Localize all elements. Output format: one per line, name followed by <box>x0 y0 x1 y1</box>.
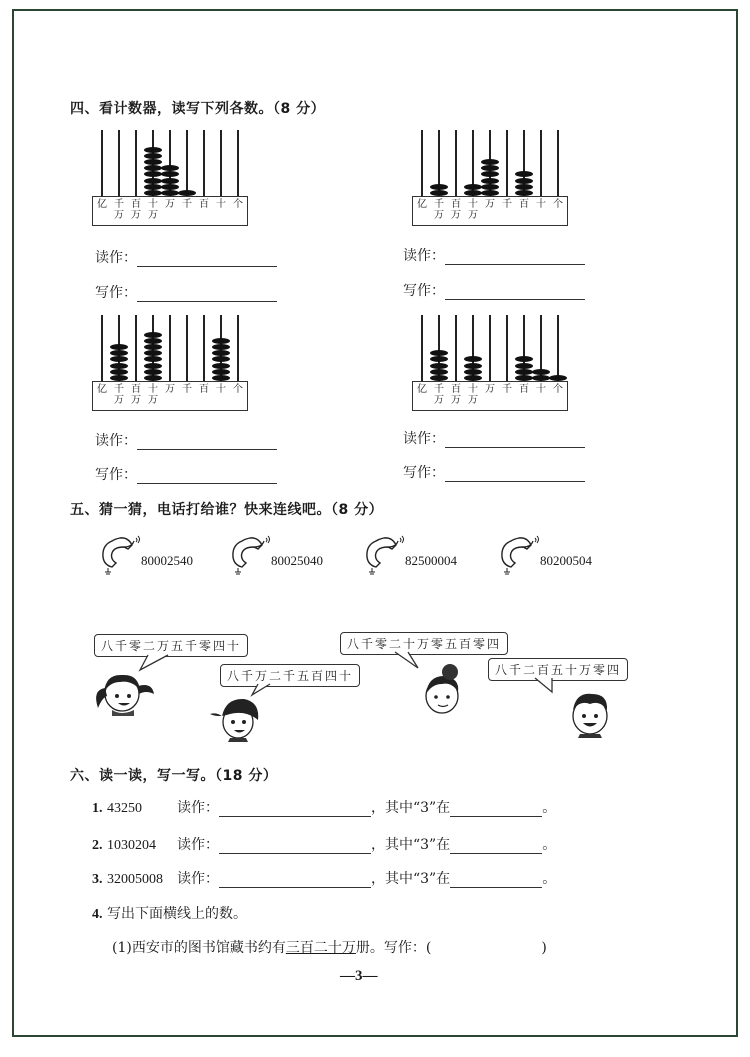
sub-question-text: (1)西安市的图书馆藏书约有 <box>112 940 286 956</box>
question-index: 1. <box>92 801 103 816</box>
position-blank[interactable] <box>450 801 542 817</box>
place-label: 万 <box>165 384 175 395</box>
position-label: ，其中“3”在 <box>370 871 451 887</box>
speech-bubble-3[interactable]: 八千零二十万零五百零四 <box>340 632 508 655</box>
read-label: 读作： <box>176 871 219 887</box>
question-text: 写出下面横线上的数。 <box>106 906 247 922</box>
read-blank[interactable] <box>219 801 371 817</box>
bubble-tail-3 <box>395 652 418 668</box>
phone-number: 82500004 <box>405 553 457 568</box>
read-label: 读作： <box>176 837 219 853</box>
place-label: 千 万 <box>114 199 124 221</box>
place-label: 十 <box>536 199 546 210</box>
write-label: 写作： <box>403 283 445 299</box>
place-label: 个 <box>553 199 563 210</box>
question-number: 32005008 <box>106 872 163 887</box>
place-label: 十 <box>536 384 546 395</box>
place-label: 千 万 <box>434 384 444 406</box>
place-label: 个 <box>553 384 563 395</box>
position-label: ，其中“3”在 <box>370 800 451 816</box>
phone-number: 80002540 <box>141 553 193 568</box>
place-label: 千 万 <box>434 199 444 221</box>
place-label: 十 <box>216 199 226 210</box>
read-label: 读作： <box>403 248 445 264</box>
girl-bun-icon <box>426 664 458 713</box>
question-4 <box>92 903 247 923</box>
place-label: 十 万 <box>148 384 158 406</box>
place-label: 万 <box>485 199 495 210</box>
write-label: 册。写作：( <box>355 940 432 956</box>
read-blank[interactable] <box>219 838 371 854</box>
place-label: 亿 <box>97 199 107 210</box>
place-label: 十 万 <box>468 199 478 221</box>
position-blank[interactable] <box>450 872 542 888</box>
place-label: 百 万 <box>131 384 141 406</box>
place-label: 亿 <box>417 384 427 395</box>
section4-title: 四、看计数器，读写下列各数。（8 分） <box>70 101 326 117</box>
place-label: 千 <box>502 199 512 210</box>
speech-bubble-4[interactable]: 八千二百五十万零四 <box>488 658 628 681</box>
place-label: 个 <box>233 199 243 210</box>
bubble-tails <box>140 652 552 695</box>
speech-bubble-1[interactable]: 八千零二万五千零四十 <box>94 634 248 657</box>
place-label: 百 <box>519 199 529 210</box>
position-blank[interactable] <box>450 838 542 854</box>
place-label: 百 万 <box>451 384 461 406</box>
bubble-tail-2 <box>252 684 270 695</box>
place-label: 亿 <box>97 384 107 395</box>
place-label: 百 万 <box>451 199 461 221</box>
boy-cap-icon <box>210 699 258 742</box>
place-label: 千 <box>502 384 512 395</box>
place-label: 千 <box>182 199 192 210</box>
speech-bubble-2[interactable]: 八千万二千五百四十 <box>220 664 360 687</box>
place-label: 百 <box>199 384 209 395</box>
position-label: ，其中“3”在 <box>370 837 451 853</box>
question-number: 43250 <box>106 801 142 816</box>
write-label: 写作： <box>95 285 137 301</box>
section5-title: 五、猜一猜，电话打给谁？快来连线吧。（8 分） <box>70 502 384 518</box>
read-blank[interactable] <box>219 872 371 888</box>
page-number: —3— <box>340 968 378 984</box>
place-label: 百 <box>199 199 209 210</box>
period: 。 <box>542 837 557 853</box>
place-label: 十 万 <box>148 199 158 221</box>
question-number: 1030204 <box>106 838 156 853</box>
bubble-tail-1 <box>140 655 168 670</box>
girl-pigtails-icon <box>96 675 154 716</box>
place-label: 亿 <box>417 199 427 210</box>
close-paren: ) <box>541 940 547 956</box>
place-label: 十 万 <box>468 384 478 406</box>
place-label: 万 <box>165 199 175 210</box>
place-label: 百 <box>519 384 529 395</box>
underlined-number-words: 三百二十万 <box>285 940 356 956</box>
section6-title: 六、读一读，写一写。（18 分） <box>70 768 278 784</box>
write-label: 写作： <box>403 465 445 481</box>
place-label: 个 <box>233 384 243 395</box>
read-label: 读作： <box>95 250 137 266</box>
question-2 <box>92 834 556 854</box>
boy-smiling-icon <box>573 694 607 738</box>
place-label: 百 万 <box>131 199 141 221</box>
place-label: 十 <box>216 384 226 395</box>
place-label: 万 <box>485 384 495 395</box>
bubble-tail-4 <box>535 678 552 692</box>
read-label: 读作： <box>403 431 445 447</box>
phone-number: 80200504 <box>540 553 592 568</box>
place-label: 千 万 <box>114 384 124 406</box>
question-index: 3. <box>92 872 103 887</box>
question-1 <box>92 797 556 817</box>
question-3 <box>92 868 556 888</box>
phone-number: 80025040 <box>271 553 323 568</box>
read-label: 读作： <box>176 800 219 816</box>
read-label: 读作： <box>95 433 137 449</box>
question-4-1 <box>112 937 547 957</box>
write-label: 写作： <box>95 467 137 483</box>
question-index: 2. <box>92 838 103 853</box>
period: 。 <box>542 871 557 887</box>
period: 。 <box>542 800 557 816</box>
place-label: 千 <box>182 384 192 395</box>
question-index: 4. <box>92 907 103 922</box>
